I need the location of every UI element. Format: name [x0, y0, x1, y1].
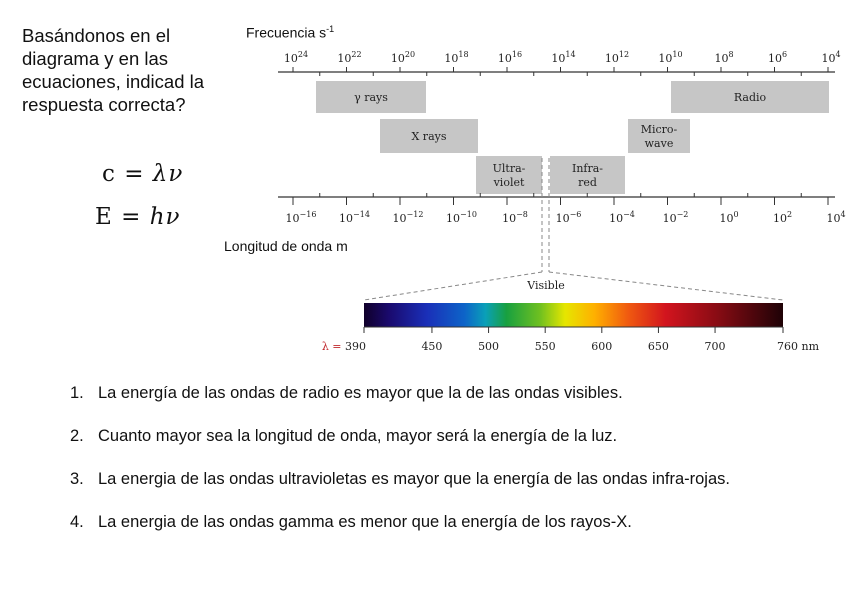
spectrum-label: 650	[647, 340, 669, 353]
tick-exponent: −16	[299, 210, 317, 219]
band-uv	[476, 156, 542, 194]
band-xray-label: X rays	[411, 130, 447, 143]
band-uv-label: Ultra-	[492, 162, 526, 175]
frequency-tick-label	[337, 50, 361, 65]
band-microwave-label: wave	[644, 137, 674, 150]
answer-list	[70, 384, 730, 556]
tick-exponent: −6	[569, 210, 582, 219]
spectrum-unit: nm	[798, 340, 820, 353]
tick-exponent: 4	[840, 210, 846, 219]
frequency-tick-label	[284, 50, 308, 65]
tick-base: 10	[604, 52, 619, 65]
wavelength-tick-label	[719, 210, 738, 225]
tick-exponent: −14	[353, 210, 370, 219]
frequency-axis-text: Frecuencia s	[246, 24, 327, 41]
equation-lhs: E	[95, 204, 113, 230]
tick-base: 10	[390, 52, 405, 65]
tick-base: 10	[551, 52, 566, 65]
wavelength-tick-label	[773, 210, 792, 225]
tick-exponent: 16	[511, 50, 523, 59]
band-microwave	[628, 119, 690, 153]
answer-text: Cuanto mayor sea la longitud de onda, mayor será la energía de la luz.	[98, 427, 618, 445]
wavelength-tick-label	[446, 210, 477, 225]
band-gamma	[316, 81, 426, 113]
tick-exponent: 4	[835, 50, 841, 59]
wavelength-tick-label	[663, 210, 689, 225]
tick-exponent: 20	[404, 50, 416, 59]
tick-exponent: 2	[786, 210, 793, 219]
visible-fan-right	[549, 272, 783, 300]
tick-exponent: −8	[516, 210, 528, 219]
wavelength-axis-title: Longitud de onda m	[224, 238, 348, 254]
tick-base: 10	[555, 212, 570, 225]
visible-spectrum-bar	[364, 303, 783, 327]
visible-fan-left	[364, 272, 542, 300]
tick-exponent: 18	[458, 50, 469, 59]
band-ir	[550, 156, 625, 194]
tick-base: 10	[392, 212, 407, 225]
spectrum-last-value: 760	[777, 340, 798, 353]
tick-exponent: 22	[351, 50, 362, 59]
band-microwave-label: Micro-	[640, 123, 678, 136]
equation-rhs: hν	[149, 204, 181, 230]
band-radio-label: Radio	[733, 91, 767, 104]
tick-exponent: 8	[728, 50, 734, 59]
spectrum-label-last	[777, 340, 820, 353]
tick-base: 10	[662, 212, 677, 225]
answer-number: 3.	[70, 470, 84, 488]
equation-photon-energy: E = hν	[95, 204, 181, 230]
tick-base: 10	[658, 52, 673, 65]
tick-exponent: −10	[460, 210, 477, 219]
tick-exponent: 24	[297, 50, 309, 59]
tick-exponent: −12	[406, 210, 424, 219]
frequency-tick-label	[658, 50, 682, 65]
tick-base: 10	[767, 52, 782, 65]
equation-speed-of-light: c = λν	[102, 161, 184, 187]
tick-base: 10	[714, 52, 729, 65]
tick-base: 10	[337, 52, 352, 65]
frequency-tick-label	[498, 50, 522, 65]
band-ir-label: red	[578, 176, 597, 189]
tick-base: 10	[609, 212, 624, 225]
band-gamma-label: γ rays	[354, 91, 388, 104]
answer-option-3[interactable]	[70, 470, 730, 513]
spectrum-label: 500	[478, 340, 500, 353]
band-xray	[380, 119, 478, 153]
spectrum-label: 550	[534, 340, 556, 353]
tick-base: 10	[444, 52, 459, 65]
visible-label: Visible	[527, 279, 565, 292]
equation-rhs: λν	[152, 161, 184, 187]
answer-text: La energia de las ondas ultravioletas es mayor que la energía de las ondas infra-rojas.	[98, 470, 730, 488]
frequency-axis	[278, 50, 841, 76]
tick-base: 10	[446, 212, 461, 225]
wavelength-tick-label	[609, 210, 635, 225]
tick-exponent: 0	[733, 210, 739, 219]
radiation-bands	[316, 81, 829, 194]
wavelength-axis	[278, 193, 846, 225]
spectrum-label: 450	[421, 340, 443, 353]
answer-option-1[interactable]	[70, 384, 730, 427]
band-ir-label: Infra-	[571, 162, 604, 175]
spectrum-label-first	[322, 340, 366, 353]
wavelength-tick-label	[339, 210, 370, 225]
lambda-prefix: λ =	[321, 340, 345, 353]
equation-lhs: c	[102, 161, 116, 187]
tick-base: 10	[821, 52, 836, 65]
wavelength-tick-label	[286, 210, 317, 225]
wavelength-tick-label	[393, 210, 424, 225]
tick-exponent: 12	[618, 50, 630, 59]
tick-base: 10	[283, 52, 298, 65]
answer-number: 1.	[70, 384, 84, 402]
tick-base: 10	[719, 212, 734, 225]
frequency-tick-label	[768, 50, 787, 65]
tick-base: 10	[339, 212, 354, 225]
answer-number: 4.	[70, 513, 84, 531]
tick-exponent: 6	[781, 50, 788, 59]
frequency-axis-exponent: -1	[326, 24, 335, 34]
tick-base: 10	[772, 212, 787, 225]
frequency-tick-label	[391, 50, 415, 65]
wavelength-tick-label	[502, 210, 528, 225]
band-radio	[671, 81, 829, 113]
wavelength-tick-label	[556, 210, 582, 225]
frequency-tick-label	[714, 50, 733, 65]
answer-option-4[interactable]	[70, 513, 730, 556]
answer-text: La energía de las ondas de radio es mayor que la de las ondas visibles.	[98, 384, 623, 402]
tick-base: 10	[826, 212, 841, 225]
tick-base: 10	[502, 212, 517, 225]
question-text: Basándonos en el diagrama y en las ecuaciones, indicad la respuesta correcta?	[22, 25, 205, 115]
tick-exponent: 14	[565, 50, 576, 59]
spectrum-label: 600	[591, 340, 613, 353]
frequency-tick-label	[444, 50, 468, 65]
frequency-tick-label	[605, 50, 629, 65]
tick-base: 10	[285, 212, 300, 225]
tick-exponent: −2	[676, 210, 689, 219]
answer-number: 2.	[70, 427, 84, 445]
spectrum-label: 700	[704, 340, 726, 353]
frequency-tick-label	[821, 50, 840, 65]
answer-text: La energia de las ondas gamma es menor que la energía de los rayos-X.	[98, 513, 632, 531]
tick-exponent: 10	[672, 50, 683, 59]
spectrum-first-value: 390	[345, 340, 366, 353]
band-uv-label: violet	[493, 176, 525, 189]
frequency-tick-label	[551, 50, 575, 65]
answer-option-2[interactable]	[70, 427, 730, 470]
tick-exponent: −4	[623, 210, 635, 219]
wavelength-tick-label	[826, 210, 845, 225]
tick-base: 10	[497, 52, 512, 65]
